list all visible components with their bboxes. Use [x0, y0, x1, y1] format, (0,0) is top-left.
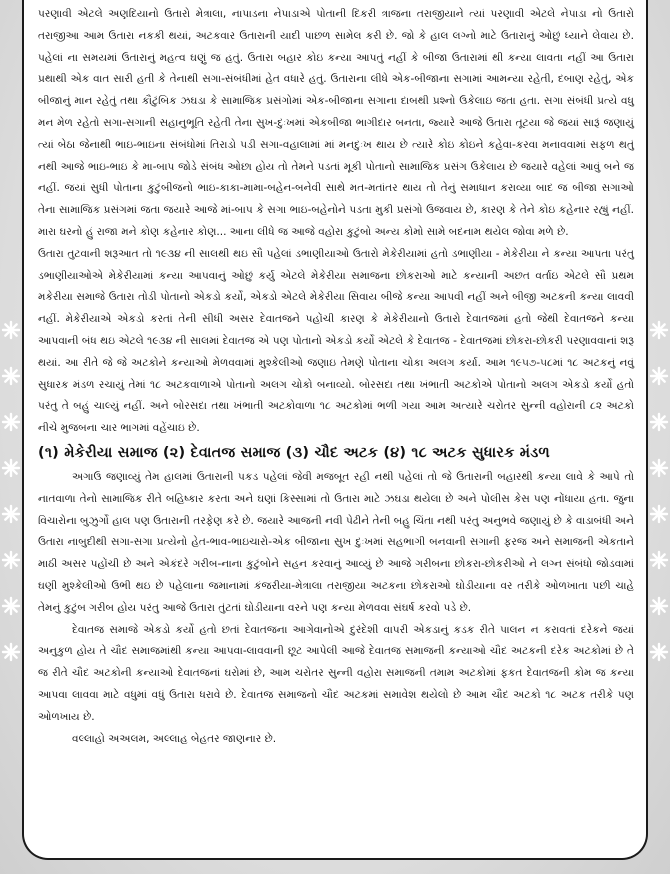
paragraph-utara-history: પરણાવી એટલે અણદિયાનો ઉતારો મેત્રાલા, નાપાડના નેપાડાએ પોતાની દિકરી ત્રાજના તરાજીયાને ત્યાં પરણાવી એટલે નેપાડા નો ઉતારો તરાજીઆ આમ ઉતારા નકકી થયાં, અટકવાર ઉતારાની યાદી પાછળ સામેલ કરી છે. જો કે હાલ લગ્નો માટે ઉતારાનું ઓછું ધ્યાને લેવાય છે. પહેલાં ના સમયમાં ઉતારાનું મહત્વ ઘણું જ હતું. ઉતારા બહાર કોઇ કન્યા આપતું નહીં કે બીજા ઉતારામાં થી કન્યા લાવતા નહીં આ ઉતારા પ્રથાથી એક વાત સારી હતી કે તેનાથી સગા-સંબંધીમાં હેત વધારે હતું. ઉતારાના લીધે એક-બીજાના સગામાં આમન્યા રહેતી, દબાણ રહેતું, એક બીજાનું માન રહેતું તથા કૌટુંબિક ઝઘડા કે સામાજિક પ્રસંગોમાં એક-બીજાના સગાના દાબથી પ્રશ્નો ઉકેલાઇ જતા હતા. સગા સંબંધી પ્રત્યે વધુ મન મેળ રહેતો સગા-સગાની સહાનુભૂતિ રહેતી તેના સુખ-દુઃખમાં એકબીજા ભાગીદાર બનતા, જ્યારે આજે ઉતારા તૂટયા જે જયાં સારૂં જણાયું ત્યાં બેઠા જેનાથી ભાઇ-ભાઇના સંબંધોમાં તિરાડો પડી સગા-વહાલામાં માં મનદુઃખ થાય છે ત્યારે કોઇ કોઇને કહેવા-કરવા મનાવવામાં સફળ થતું નથી આજે ભાઇ-ભાઇ કે મા-બાપ જોડે સંબંધ ઓછા હોય તો તેમને પડતાં મૂકી પોતાનો સામાજિક પ્રસંગ ઉકેલાય છે જયારે વહેલાં આવું બને જ નહીં. જયાં સુધી પોતાના કુટુંબીજનો ભાઇ-કાકા-મામા-બહેન-બનેવી સાથે મત-મતાંતર થાય તો તેનું સમાધાન કરાવ્યા બાદ જ બીજા સગાઓ તેના સામાજિક પ્રસંગમાં જતા જયારે આજે માં-બાપ કે સગા ભાઇ-બહેનોને પડતા મુકી પ્રસંગો ઉજવાય છે, કારણ કે તેને કોઇ કહેનાર રહ્યું નહીં. મારા ઘરનો હું રાજા મને કોણ કહેનાર કોણ... આના લીધે જ આજે વહોરા કુટુંબો અન્ય કોમો સામે બદનામ થયેલ જોવા મળે છે.	[38, 8, 634, 238]
flower-center	[657, 650, 660, 653]
document-frame	[22, 0, 648, 860]
flower-center	[657, 420, 660, 423]
flower-center	[9, 512, 12, 515]
right-flower-ornament-icon	[648, 0, 670, 874]
flower-center	[657, 604, 660, 607]
flower-center	[9, 328, 12, 331]
left-flower-ornament-icon	[0, 0, 22, 874]
flower-center	[9, 466, 12, 469]
section-heading-four-groups: (૧) મેકેરીયા સમાજ (૨) દેવાતજ સમાજ (૩) ચૌદ અટક (૪) ૧૮ અટક સુધારક મંડળ	[38, 444, 550, 461]
closing-line: વલ્લાહો અઅલમ, અલ્લાહ બેહતર જાણનાર છે.	[72, 732, 277, 745]
flower-center	[9, 558, 12, 561]
flower-center	[657, 512, 660, 515]
flower-center	[9, 650, 12, 653]
flower-center	[9, 604, 12, 607]
flower-center	[657, 374, 660, 377]
flower-center	[9, 420, 12, 423]
paragraph-utara-breakup: ઉતારા તુટવાની શરૂઆત તો ૧૯૩૪ ની સાલથી થઇ સૌ પહેલાં ડભાણીયાઓ ઉતારો મેકેરીયામાં હતો ડભાણીયા - મેકેરીયા ને કન્યા આપતા પરંતુ ડભાણીયાઓએ મેકેરીયામાં કન્યા આપવાનું ઓછું કર્યુ એટલે મેકેરીયા સમાજના છોકરાઓ માટે કન્યાની અછત વર્તાઇ એટલે સૌ પ્રથમ મકેરીયા સમાજે ઉતારા તોડી પોતાનો એકડો કર્યો, એકડો એટલે મેકેરીયા સિવાય બીજે કન્યા આપવી નહીં અને બીજી અટકની કન્યા લાવવી નહીં. મેકેરીયાએ એકડો કરતાં તેની સીધી અસર દેવાતજને પહોંચી કારણ કે મેકેરીયાનો ઉતારો દેવાતજમાં હતો જેથી દેવાતજને કન્યા આપવાની બંધ થઇ એટલે ૧૯૩૪ ની સાલમાં દેવાતજ એ પણ પોતાનો એકડો કર્યો એટલે કે દેવાતજ - દેવાતજમાં છોકરા-છોકરી પરણાવવાનાં શરૂ થયાં. આ રીતે જે જે અટકોને કન્યાઓ મેળવવામાં મુશ્કેલીઓ જણાઇ તેમણે પોતાના ચોકા અલગ કર્યા. આમ ૧૯૫૭-૫૮માં ૧૮ અટકનું નવું સુધારક મંડળ રચાયું તેમાં ૧૮ અટકવાળાએ પોતાનો અલગ ચોકો બનાવ્યો. બોરસદા તથા ખંભાતી અટકોએ પોતાનો અલગ એકડો કર્યો હતો પરંતુ તે બહું ચાલ્યું નહીં. અને બોરસદા તથા ખંભાતી અટકોવાળા ૧૮ અટકોમાં ભળી ગયા આમ અત્યારે ચરોતર સુન્ની વહોરાની ૮૨ અટકો નીચે મુજબના ચાર ભાગમાં વહેંચાઇ છે.	[38, 247, 634, 435]
flower-center	[9, 374, 12, 377]
flower-center	[657, 466, 660, 469]
paragraph-current-situation: અગાઉ જણાવ્યું તેમ હાલમાં ઉતારાની પકડ પહેલાં જેવી મજબૂત રહી નથી પહેલાં તો જે ઉતારાની બહારથી કન્યા લાવે કે આપે તો નાતવાળા તેનો સામાજિક રીતે બહિષ્કાર કરતા અને ઘણાં કિસ્સામાં તો ઉતારા માટે ઝઘડા થયેલા છે અને પોલીસ કેસ પણ નોંધાયા હતા. જુના વિચારોના બુઝુર્ગો હાલ પણ ઉતારાની તરફેણ કરે છે. જયારે આજની નવી પેઢીને તેની બહુ ચિંતા નથી પરંતુ અનુભવે જણાયું છે કે વાડાબંધી અને ઉતારા નાબુદીથી સગા-સગા પ્રત્યેનો હેત-ભાવ-ભાઇચારો-એક બીજાના સુખ દુઃખમાં સહભાગી બનવાની સગાની ફરજ અને સમાજની એકતાને માઠી અસર પહોંચી છે અને એકંદરે ગરીબ-નાના કુટુંબોને સહન કરવાનું આવ્યું છે આજે ગરીબના છોકરા-છોકરીઓ ને લગ્ન સંબંધો જોડવામાં ઘણી મુશ્કેલીઓ ઉભી થઇ છે પહેલાના જમાનામાં કંજરીયા-મેત્રાલા તરાજીયા અટકના છોકરાઓ ઘોડીયાના વર તરીકે ઓળખાતા પછી ચાહે તેમનું કુટુંબ ગરીબ હોય પરંતુ આજે ઉતારા તુંટતાં ઘોડીયાના વરને પણ કન્યા મેળવવા સંઘર્ષ કરવો પડે છે.	[38, 470, 634, 614]
flower-center	[657, 328, 660, 331]
flower-center	[657, 558, 660, 561]
paragraph-devataj-society: દેવાતજ સમાજે એકડો કર્યો હતો છતાં દેવાતજના આગેવાનોએ દુરંદેશી વાપરી એકડાનું કડક રીતે પાલન ન કરાવતાં દરેકને જયાં અનુકુળ હોય તે ચૌદ સમાજમાંથી કન્યા આપવા-લાવવાની છૂટ આપેલી આજે દેવાતજ સમાજની કન્યાઓ ચૌદ અટકની દરેક અટકોમાં છે તે જ રીતે ચૌદ અટકોની કન્યાઓ દેવાતજનાં ઘરોમાં છે, આમ ચરોતર સુન્ની વહોરા સમાજની તમામ અટકોમાં ફકત દેવાતજની કોમ જ કન્યા આપવા લાવવા માટે વધુમાં વધું ઉતારા ધરાવે છે. દેવાતજ સમાજનો ચૌદ અટકમાં સમાવેશ થયેલો છે આમ ચૌદ અટકો ૧૮ અટક તરીકે પણ ઓળખાય છે.	[38, 623, 634, 723]
